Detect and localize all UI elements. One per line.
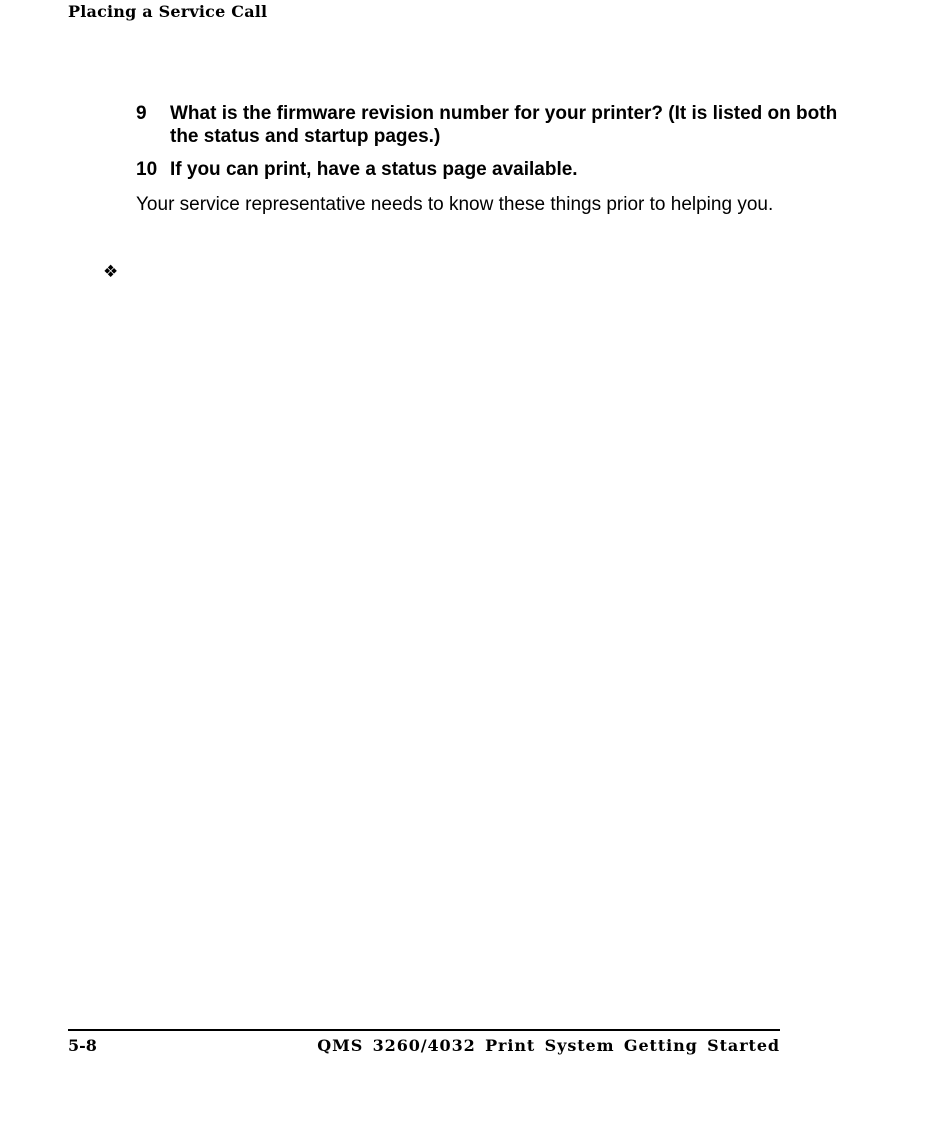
footer-rule: [68, 1029, 780, 1031]
page-footer: [68, 1036, 780, 1056]
step-number: 9: [136, 103, 147, 124]
body-paragraph: Your service representative needs to know these things prior to helping you.: [136, 194, 774, 215]
page-number: 5-8: [68, 1036, 97, 1055]
step-item: [136, 158, 856, 181]
step-text: What is the firmware revision number for your printer? (It is listed on both the status and startup pages.): [170, 103, 838, 147]
four-diamond-end-mark-icon: ❖: [103, 262, 119, 282]
step-number: 10: [136, 159, 158, 180]
step-item: [136, 102, 856, 148]
step-text: If you can print, have a status page available.: [170, 159, 578, 180]
running-header: Placing a Service Call: [68, 2, 268, 21]
step-list: [136, 102, 856, 191]
book-title: QMS 3260/4032 Print System Getting Started: [317, 1036, 780, 1055]
